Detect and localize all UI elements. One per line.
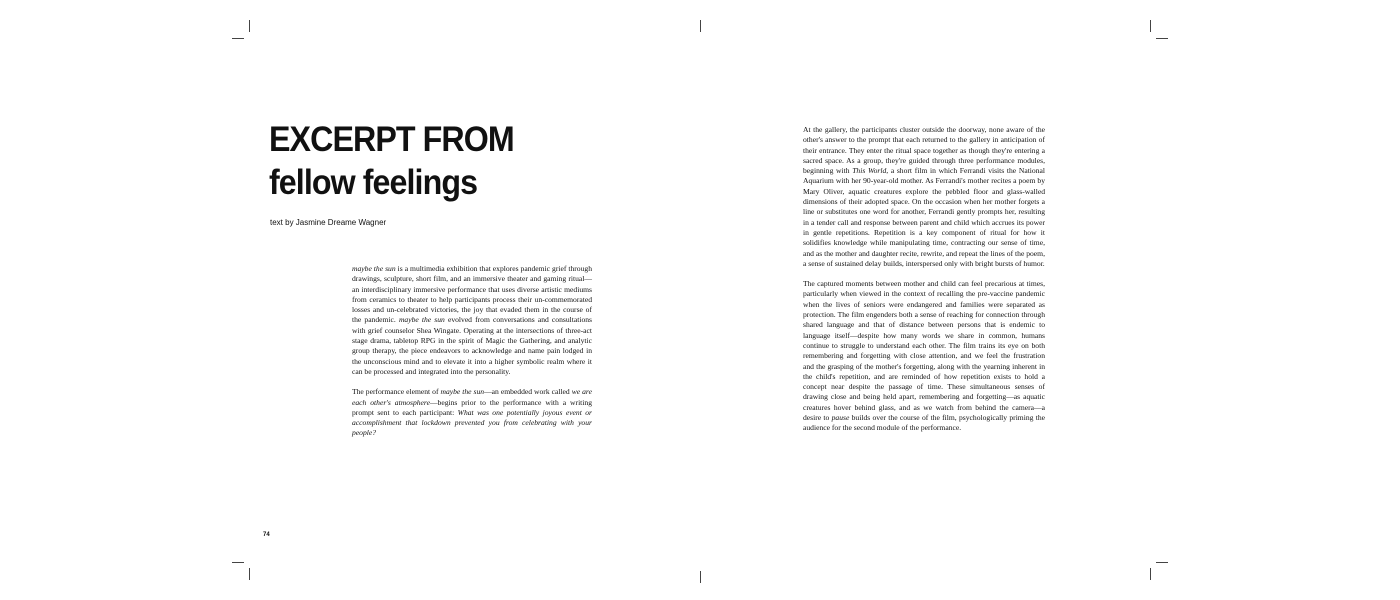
article-title (269, 118, 514, 204)
italic-title: we are each other's atmosphere (352, 387, 592, 407)
paragraph (803, 125, 1045, 269)
italic-prompt: What was one potentially joyous event or accomplishment that lockdown prevented you from celebrating with your people? (352, 407, 593, 438)
paragraph-text: At the gallery, the participants cluster outside the doorway, none aware of the other's answer to the prompt that each returned to the gallery in anticipation of their entrance. They enter the ritual space together as though they're entering a sacred space. As a group, they're guided through three performance modules, beginning with (803, 125, 1045, 176)
crop-mark (1156, 562, 1168, 563)
crop-mark (700, 571, 701, 583)
paragraph-text: —begins prior to the performance with a writing prompt sent to each participant: (352, 397, 592, 417)
byline: text by Jasmine Dreame Wagner (270, 218, 387, 227)
paragraph-text: builds over the course of the film, psychologically priming the audience for the second module of the performance. (803, 413, 1045, 433)
crop-mark (1150, 20, 1151, 32)
italic-title: maybe the sun (440, 387, 485, 397)
paragraph-text: The captured moments between mother and child can feel precarious at times, particularly when viewed in the context of recalling the pre-vaccine pandemic when the lives of seniors were endangered and families were separated as protection. The film engenders both a sense of reaching for connection through shared language and that of distance between persons that is endemic to language itself—despite how many words we share in common, humans continue to struggle to understand each other. The film trains its eye on both remembering and forgetting with close attention, and we feel the frustration and the grasping of the mother's forgetting, along with the yearning inherent in the child's repetition, and are reminded of how repetition exists to hold a concept near despite the passage of time. These simultaneous senses of drawing close and being held apart, remembering and forgetting—as aquatic creatures hover behind glass, and as we watch from behind the camera—a desire to (803, 279, 1045, 423)
italic-title: maybe the sun (398, 315, 445, 325)
right-column-text (803, 125, 1045, 444)
page-number: 74 (263, 532, 270, 538)
title-line-1: EXCERPT FROM (269, 120, 514, 159)
left-column-text (352, 264, 592, 449)
crop-mark (1150, 568, 1151, 580)
paragraph-text: —an embedded work called (484, 387, 572, 397)
crop-mark (249, 20, 250, 32)
italic-title: This World (852, 166, 887, 176)
paragraph (352, 387, 592, 438)
title-line-2: fellow feelings (269, 163, 478, 202)
crop-mark (700, 20, 701, 32)
paragraph (352, 264, 592, 377)
italic-word: pause (831, 413, 850, 423)
paragraph (803, 279, 1045, 433)
paragraph-text: evolved from conversations and consultations with grief counselor Shea Wingate. Operating at the intersections of three-act stage drama, tabletop RPG in the spirit of Magic the Gathering, and analytic group therapy, the piece endeavors to acknowledge and name pain lodged in the unconscious mind and to elevate it into a higher symbolic realm where it can be processed and integrated into the personality. (352, 315, 592, 376)
crop-mark (249, 568, 250, 580)
crop-mark (232, 562, 244, 563)
crop-mark (1156, 38, 1168, 39)
paragraph-text: The performance element of (352, 387, 441, 397)
italic-title: maybe the sun (352, 264, 396, 273)
paragraph-text: is a multimedia exhibition that explores pandemic grief through drawings, sculpture, short film, and an immersive theater and gaming ritual—an interdisciplinary immersive performance that uses diverse artistic mediums from ceramics to theater to help participants process their un-commemorated losses and un-celebrated victories, the joy that evaded them in the course of the pandemic. (352, 264, 592, 325)
paragraph-text: , a short film in which Ferrandi visits the National Aquarium with her 90-year-old mother. As Ferrandi's mother recites a poem by Mary Oliver, aquatic creatures explore the pebbled floor and glass-walled dimensions of their adopted space. On the occasion when her mother forgets a line or substitutes one word for another, Ferrandi gently prompts her, resulting in a tender call and response between parent and child which accrues its power in gentle repetitions. Repetition is a key component of ritual for how it solidifies knowledge while manipulating time, contracting our sense of time, and as the mother and daughter recite, rewrite, and repeat the lines of the poem, a sense of sustained delay builds, interspersed only with bright bursts of humor. (803, 166, 1045, 268)
crop-mark (232, 38, 244, 39)
